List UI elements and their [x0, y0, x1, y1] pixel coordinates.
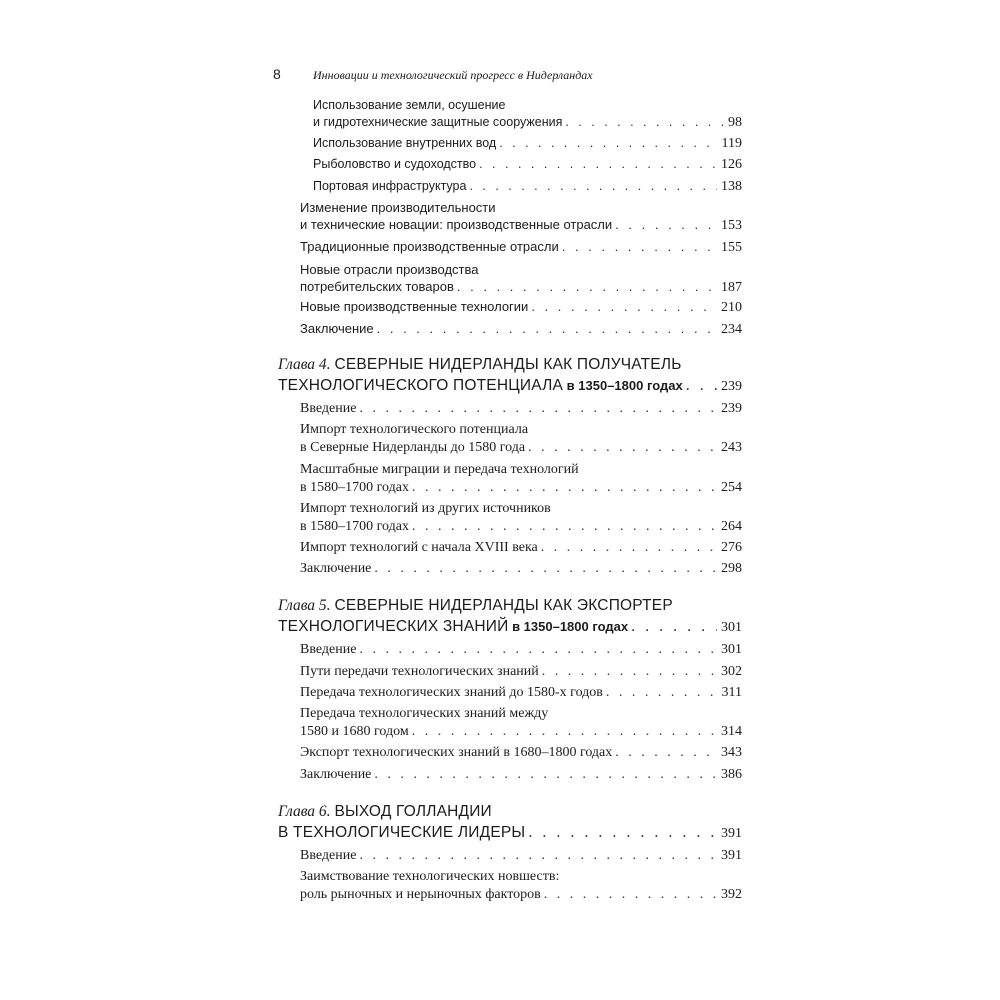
- dot-leader: [499, 135, 717, 152]
- toc-page-number: 302: [721, 664, 742, 679]
- dot-leader: [374, 560, 717, 578]
- toc-page-number: 234: [721, 322, 742, 337]
- toc-entry-text: Заимствование технологических новшеств:: [300, 869, 560, 884]
- chapter-title: В ТЕХНОЛОГИЧЕСКИЕ ЛИДЕРЫ: [278, 824, 526, 841]
- toc-page-number: 314: [721, 724, 742, 739]
- toc-entry-import-18th-century[interactable]: [300, 539, 742, 557]
- toc-entry-text: Введение: [300, 642, 357, 657]
- toc-page-number: 301: [721, 620, 742, 635]
- toc-entry-text: Заключение: [300, 561, 372, 576]
- toc-page-number: 264: [721, 519, 742, 534]
- dot-leader: [412, 479, 717, 497]
- dot-leader: [412, 723, 717, 741]
- toc-entry-conclusion[interactable]: [300, 320, 742, 338]
- toc-entry-text: Введение: [300, 848, 357, 863]
- dot-leader: [615, 744, 717, 762]
- toc-chapter-6[interactable]: Глава 6 . ВЫХОД ГОЛЛАНДИИ В ТЕХНОЛОГИЧЕСКИЕ ЛИДЕРЫ . . . 391: [278, 801, 742, 844]
- dot-leader: [565, 114, 724, 131]
- toc-entry-text: Передача технологических знаний между: [300, 706, 549, 721]
- toc-page-number: 301: [721, 642, 742, 657]
- dot-leader: [374, 766, 717, 784]
- toc-page-number: 243: [721, 440, 742, 455]
- toc-entry-import-before-1580[interactable]: [300, 421, 742, 457]
- toc-page-number: 126: [721, 157, 742, 172]
- dot-leader: [686, 375, 717, 396]
- toc-entry-inland-waters[interactable]: [313, 135, 742, 152]
- toc-entry-conclusion[interactable]: [300, 766, 742, 784]
- toc-page-number: 343: [721, 745, 742, 760]
- dot-leader: [606, 684, 718, 702]
- toc-entry-text: Введение: [300, 401, 357, 416]
- toc-entry-text: Импорт технологического потенциала: [300, 422, 529, 437]
- dot-leader: [359, 400, 717, 418]
- toc-entry-text: Новые производственные технологии: [300, 299, 529, 314]
- toc-entry-land-use[interactable]: [313, 97, 742, 131]
- chapter-label: Глава 5: [278, 597, 327, 614]
- toc-entry-transfer-before-1580s[interactable]: [300, 684, 742, 702]
- toc-entry-text: в 1580–1700 годах: [300, 519, 409, 534]
- toc-entry-text: в 1580–1700 годах: [300, 480, 409, 495]
- toc-page-number: 98: [728, 115, 742, 130]
- toc-entry-text: и гидротехнические защитные сооружения: [313, 115, 563, 129]
- toc-page-number: 187: [721, 280, 742, 295]
- toc-entry-migrations[interactable]: [300, 461, 742, 497]
- toc-page-number: 392: [721, 887, 742, 902]
- chapter-label: Глава 4: [278, 356, 327, 373]
- dot-leader: [528, 822, 717, 843]
- dot-leader: [479, 156, 717, 173]
- toc-entry-conclusion[interactable]: [300, 560, 742, 578]
- toc-entry-text: Импорт технологий из других источников: [300, 501, 551, 516]
- toc-entry-text: 1580 и 1680 годом: [300, 724, 409, 739]
- toc-page-number: 391: [721, 826, 742, 841]
- toc-page-number: 298: [721, 561, 742, 576]
- toc-page-number: 386: [721, 767, 742, 782]
- toc-entry-text: в Северные Нидерланды до 1580 года: [300, 440, 526, 455]
- dot-leader: [528, 439, 717, 457]
- toc-entry-new-production-technologies[interactable]: [300, 298, 742, 316]
- toc-entry-export-1680-1800[interactable]: [300, 744, 742, 762]
- toc-entry-introduction[interactable]: [300, 641, 742, 659]
- chapter-title: ТЕХНОЛОГИЧЕСКИХ ЗНАНИЙ: [278, 618, 509, 635]
- dot-leader: [542, 663, 717, 681]
- toc-entry-text: Передача технологических знаний до 1580-х годов: [300, 685, 603, 700]
- toc-page-number: 119: [721, 136, 742, 151]
- toc-page-number: 138: [721, 179, 742, 194]
- dot-leader: [544, 886, 717, 904]
- toc-page-number: 155: [721, 240, 742, 255]
- toc-entry-text: Пути передачи технологических знаний: [300, 664, 539, 679]
- toc-entry-text: Традиционные производственные отрасли: [300, 239, 559, 254]
- dot-leader: [457, 278, 717, 295]
- toc-page-number: 276: [721, 540, 742, 555]
- page-number: 8: [273, 66, 281, 82]
- toc-entry-transfer-paths[interactable]: [300, 663, 742, 681]
- toc-entry-text: Экспорт технологических знаний в 1680–1800 годах: [300, 745, 613, 760]
- chapter-label: Глава 6: [278, 803, 327, 820]
- running-title: Инновации и технологический прогресс в Нидерландах: [313, 68, 593, 82]
- dot-leader: [562, 238, 717, 255]
- toc-chapter-5[interactable]: Глава 5 . СЕВЕРНЫЕ НИДЕРЛАНДЫ КАК ЭКСПОРТЕР ТЕХНОЛОГИЧЕСКИХ ЗНАНИЙ в 1350–1800 годах . . . 301: [278, 595, 742, 638]
- dot-leader: [377, 320, 717, 337]
- toc-entry-text: Масштабные миграции и передача технологий: [300, 462, 579, 477]
- toc-entry-fishing-shipping[interactable]: [313, 156, 742, 173]
- dot-leader: [631, 616, 717, 637]
- dot-leader: [541, 539, 717, 557]
- toc-entry-text: Портовая инфраструктура: [313, 179, 467, 193]
- toc-entry-import-other-sources[interactable]: [300, 500, 742, 536]
- toc-entry-introduction[interactable]: [300, 847, 742, 865]
- toc-chapter-4[interactable]: Глава 4 . СЕВЕРНЫЕ НИДЕРЛАНДЫ КАК ПОЛУЧАТЕЛЬ ТЕХНОЛОГИЧЕСКОГО ПОТЕНЦИАЛА в 1350–1800 годах . . . 239: [278, 354, 742, 397]
- toc-entry-text: Новые отрасли производства: [300, 262, 479, 277]
- dot-leader: [469, 178, 717, 195]
- toc-entry-text: Импорт технологий с начала XVIII века: [300, 540, 538, 555]
- toc-page-number: 239: [721, 379, 742, 394]
- dot-leader: [412, 518, 717, 536]
- toc-entry-borrowing-innovations[interactable]: [300, 868, 742, 904]
- chapter-title: ТЕХНОЛОГИЧЕСКОГО ПОТЕНЦИАЛА: [278, 377, 564, 394]
- toc-page-number: 391: [721, 848, 742, 863]
- dot-leader: [615, 216, 717, 233]
- toc-entry-text: потребительских товаров: [300, 279, 454, 294]
- chapter-years: в 1350–1800 годах: [566, 378, 683, 393]
- toc-entry-text: роль рыночных и нерыночных факторов: [300, 887, 541, 902]
- toc-entry-traditional-industries[interactable]: [300, 238, 742, 256]
- dot-leader: [359, 847, 717, 865]
- toc-entry-text: Использование земли, осушение: [313, 98, 506, 112]
- toc-entry-productivity-change[interactable]: [300, 199, 742, 234]
- toc-page-number: 239: [721, 401, 742, 416]
- chapter-title: ВЫХОД ГОЛЛАНДИИ: [334, 803, 492, 820]
- running-header: [273, 64, 743, 88]
- toc-page-number: 311: [721, 685, 742, 700]
- toc-entry-introduction[interactable]: [300, 400, 742, 418]
- toc-page-number: 210: [721, 300, 742, 315]
- dot-leader: [359, 641, 717, 659]
- toc-page-number: 254: [721, 480, 742, 495]
- toc-entry-text: Использование внутренних вод: [313, 136, 497, 150]
- toc-entry-port-infrastructure[interactable]: [313, 178, 742, 195]
- dot-leader: [531, 298, 717, 315]
- toc-page-number: 153: [721, 218, 742, 233]
- chapter-years: в 1350–1800 годах: [512, 619, 629, 634]
- chapter-title: СЕВЕРНЫЕ НИДЕРЛАНДЫ КАК ЭКСПОРТЕР: [334, 597, 673, 614]
- toc-entry-new-consumer-industries[interactable]: [300, 261, 742, 296]
- toc-entry-text: Заключение: [300, 767, 372, 782]
- chapter-title: СЕВЕРНЫЕ НИДЕРЛАНДЫ КАК ПОЛУЧАТЕЛЬ: [334, 356, 682, 373]
- toc-entry-text: Рыболовство и судоходство: [313, 157, 477, 171]
- toc-entry-text: и технические новации: производственные отрасли: [300, 217, 613, 232]
- toc-entry-text: Изменение производительности: [300, 200, 496, 215]
- toc-entry-transfer-1580-1680[interactable]: [300, 705, 742, 741]
- toc-entry-text: Заключение: [300, 321, 374, 336]
